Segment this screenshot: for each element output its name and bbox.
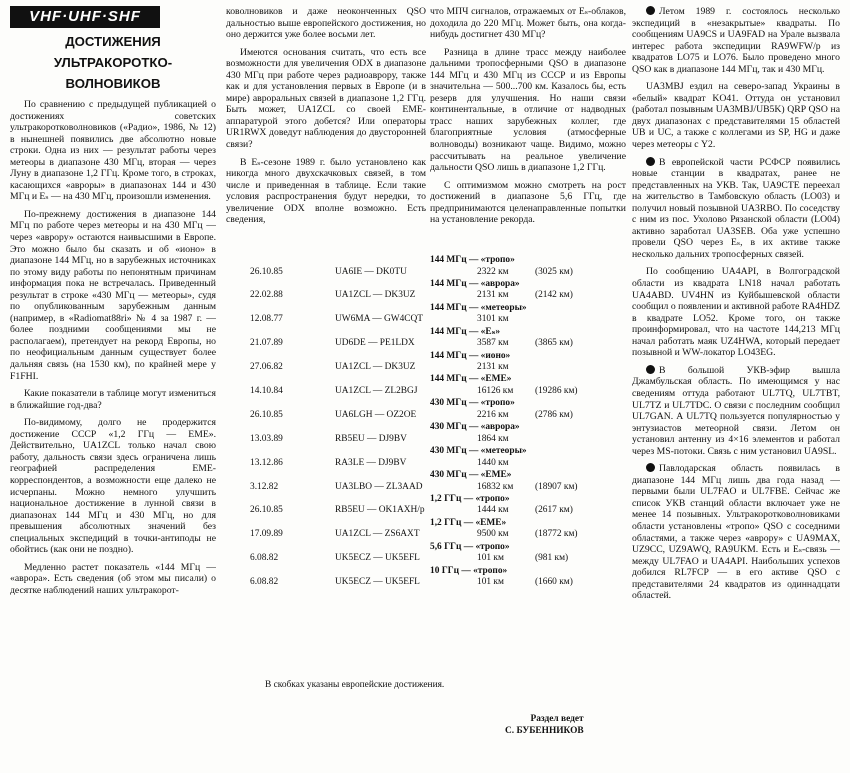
record-europe-distance: (19286 км)	[535, 385, 578, 396]
record-row	[250, 374, 630, 398]
record-europe-distance: (2142 км)	[535, 290, 573, 301]
record-date: 21.07.89	[250, 338, 283, 349]
record-europe-distance: (18907 км)	[535, 481, 578, 492]
paragraph	[632, 81, 840, 150]
record-distance: 16832 км	[477, 481, 514, 492]
record-row	[250, 422, 630, 446]
record-europe-distance: (2786 км)	[535, 409, 573, 420]
column-2	[226, 6, 426, 232]
record-distance: 101 км	[477, 577, 504, 588]
paragraph: По-видимому, долго не продержится достижение СССР «1,2 ГГц — EME». Действительно, UA1ZCL только начал свою работу, дальность связи здесь ограничена лишь географией распределения EME-корреспондентов, а возможности еще далеко не исчерпаны. Можно немного улучшить национальное достижение в лунной связи в диапазонах 144 МГц и 430 МГц, но для превышения абсолютных значений без специальных экспедиций в точки-антиподы не обойтись (как они не поздно).	[10, 417, 216, 556]
record-stations: UA1ZCL — ZL2BGJ	[335, 385, 418, 396]
record-stations: UA6IE — DK0TU	[335, 266, 407, 277]
records-table	[250, 255, 630, 589]
paragraph-text: UA3MBJ ездил на северо-запад Украины в «белый» квадрат KO41. Оттуда он установил (работал позывным UA3MBJ/UB5K) QRP QSO на двух диапазонах с представителями 15 областей UB и UC, а также с коллегами из SP, HG и даже через метеоры с Y2.	[632, 81, 840, 151]
record-date: 17.09.89	[250, 529, 283, 540]
paragraph: Медленно растет показатель «144 МГц — «аврора». Есть сведения (об этом мы писали) о десятке наблюдений наших ультракорот-	[10, 561, 216, 596]
record-europe-distance: (3865 км)	[535, 338, 573, 349]
record-distance: 2131 км	[477, 290, 509, 301]
record-band-mode: 430 МГц — «аврора»	[430, 422, 520, 433]
record-stations: UW6MA — GW4CQT	[335, 314, 424, 325]
record-date: 12.08.77	[250, 314, 283, 325]
record-band-mode: 144 МГц — «EME»	[430, 374, 512, 385]
paragraph	[632, 6, 840, 75]
section-signature	[505, 713, 584, 737]
record-row	[250, 398, 630, 422]
record-row	[250, 542, 630, 566]
paragraph: что МПЧ сигналов, отражаемых от Eₛ-облаков, доходила до 220 МГц. Может быть, она когда-нибудь достигнет 430 МГц?	[430, 6, 626, 41]
record-row	[250, 518, 630, 542]
record-stations: UA1ZCL — DK3UZ	[335, 290, 416, 301]
record-stations: RB5EU — DJ9BV	[335, 433, 407, 444]
record-distance: 3587 км	[477, 338, 509, 349]
paragraph: Имеются основания считать, что есть все возможности для увеличения ODX в диапазоне 430 МГц при работе через радиоаврору, также как и для установления первых в Европе (и в мире) авроральных связей в диапазоне 1,2 ГГц. Быть может, UA1ZCL со своей EME-аппаратурой этого добется? Или операторы UR1RWX доведут наблюдения до двусторонней связи?	[226, 46, 426, 151]
record-date: 14.10.84	[250, 385, 283, 396]
paragraph: Разница в длине трасс между наиболее дальними тропосферными QSO в диапазоне 144 МГц и 430 МГц из СССР и из Европы значительна — 500...700 км. Казалось бы, есть резерв для улучшения. Но наши связи континентальные, в отличие от надводных трасс наших зарубежных коллег, где благоприятные условия (атмосферные волноводы) возникают чаще. Видимо, можно рассчитывать на реальное увеличение дальности QSO лишь в диапазоне 1,2 ГГц.	[430, 46, 626, 174]
record-distance: 16126 км	[477, 385, 514, 396]
record-distance: 3101 км	[477, 314, 509, 325]
paragraph: В Eₛ-сезоне 1989 г. было установлено как никогда много двухскачковых связей, в том числе и приведенная в таблице. Если такие условия распространения будут нередки, то увеличение ODX вполне возможно. Есть сведения,	[226, 156, 426, 226]
record-europe-distance: (2617 км)	[535, 505, 573, 516]
record-row	[250, 446, 630, 470]
record-band-mode: 10 ГГц — «тропо»	[430, 565, 508, 576]
record-row	[250, 303, 630, 327]
record-band-mode: 144 МГц — «метеоры»	[430, 302, 527, 313]
record-row	[250, 279, 630, 303]
paragraph	[632, 157, 840, 261]
paragraph: Какие показатели в таблице могут измениться в ближайшие год-два?	[10, 388, 216, 411]
record-band-mode: 1,2 ГГц — «EME»	[430, 517, 507, 528]
record-europe-distance: (1660 км)	[535, 577, 573, 588]
table-footnote: В скобках указаны европейские достижения.	[265, 680, 445, 690]
record-europe-distance: (18772 км)	[535, 529, 578, 540]
column-4	[632, 6, 840, 608]
paragraph: По-прежнему достижения в диапазоне 144 МГц по работе через метеоры и на 430 МГц — через «аврору» остаются наивысшими в Европе. Это можно было бы сказать и об «ионо» в диапазоне 144 МГц, но в зарубежных источниках по этому виду работы по непонятным причинам информация пока не встречалась. Приведенный результат в строке «430 МГц — метеоры», судя по опубликованным зарубежным данным (например, в «Radiomat88ri» № 4 за 1987 г. — более поздними сообщениями мы не располагаем), претендует на рекорд Европы, но по неофициальным данным существует более дальняя связь (на 1530 км), по крайней мере у F1FHI.	[10, 208, 216, 382]
title-line: УЛЬТРАКОРОТКО-	[53, 55, 173, 70]
record-row	[250, 566, 630, 590]
record-europe-distance: (3025 км)	[535, 266, 573, 277]
record-distance: 1864 км	[477, 433, 509, 444]
record-distance: 2216 км	[477, 409, 509, 420]
record-band-mode: 144 МГц — «тропо»	[430, 255, 515, 265]
record-date: 13.12.86	[250, 457, 283, 468]
record-distance: 2131 км	[477, 362, 509, 373]
paragraph: С оптимизмом можно смотреть на рост достижений в диапазоне 5,6 ГГц, где предпринимаются целенаправленные попытки на установление рекорда.	[430, 179, 626, 226]
record-stations: UK5ECZ — UK5EFL	[335, 577, 420, 588]
rubric-header: VHF·UHF·SHF	[10, 6, 160, 28]
record-row	[250, 327, 630, 351]
record-band-mode: 430 МГц — «EME»	[430, 470, 512, 481]
record-stations: UA3LBO — ZL3AAD	[335, 481, 423, 492]
record-date: 26.10.85	[250, 266, 283, 277]
record-row	[250, 494, 630, 518]
record-date: 22.02.88	[250, 290, 283, 301]
record-date: 3.12.82	[250, 481, 279, 492]
article-title	[10, 34, 216, 91]
title-line: ДОСТИЖЕНИЯ	[65, 34, 161, 49]
column-3	[430, 6, 626, 232]
paragraph	[632, 365, 840, 457]
record-band-mode: 144 МГц — «ионо»	[430, 350, 511, 361]
record-distance: 2322 км	[477, 266, 509, 277]
record-distance: 1444 км	[477, 505, 509, 516]
record-band-mode: 144 МГц — «аврора»	[430, 278, 520, 289]
record-row	[250, 351, 630, 375]
record-band-mode: 5,6 ГГц — «тропо»	[430, 541, 510, 552]
record-stations: UA1ZCL — DK3UZ	[335, 362, 416, 373]
record-date: 26.10.85	[250, 409, 283, 420]
bullet-icon	[646, 365, 655, 374]
record-stations: RA3LE — DJ9BV	[335, 457, 407, 468]
record-distance: 1440 км	[477, 457, 509, 468]
bullet-icon	[646, 157, 655, 166]
paragraph-text: В большой УКВ-эфир вышла Джамбульская область. По имеющимся у нас сведениям оттуда работают UL7TQ, UL7TBT, UL7TZ и UL7TDC. О связи с последним сообщил UL7GAN. А UL7TQ пользуется популярностью у энтузиастов метеорной связи. Летом он установил антенну из 4×16 элементов и работал через MS-потоки. Связь с ним установил UA9SL.	[632, 364, 840, 457]
signature-label: Раздел ведет	[530, 714, 584, 724]
record-band-mode: 430 МГц — «метеоры»	[430, 446, 527, 457]
record-date: 6.08.82	[250, 553, 279, 564]
paragraph-text: По сообщению UA4API, в Волгоградской области из квадрата LN18 начал работать UA4ABD. UV4HN из Куйбышевской области сообщил о появлении и активной работе RA4HDZ в квадрате LO52. Кроме того, он также проинформировал, что на частоте 144,213 МГц начал работать маяк UZ4HWA, который передает позывной и WW-локатор LO43EG.	[632, 266, 841, 359]
paragraph-text: В европейской части РСФСР появились новые станции в квадратах, ранее не представленных на УКВ. Так, UA9CTE переехал на жительство в Тамбовскую область (LO03) и получил новый позывной UA3RBO. По соседству с ним из пос. Ухолово Рязанской области (LO04) активно заработал UA3SEB. Оба уже успешно провели QSO через Eₛ, в их активе также несколько дальних тропосферных связей.	[632, 156, 840, 260]
signature-name: С. БУБЕННИКОВ	[505, 726, 584, 736]
record-distance: 9500 км	[477, 529, 509, 540]
record-row	[250, 470, 630, 494]
record-stations: UA6LGH — OZ2OE	[335, 409, 417, 420]
record-stations: UK5ECZ — UK5EFL	[335, 553, 420, 564]
record-stations: UA1ZCL — ZS6AXT	[335, 529, 420, 540]
record-row	[250, 255, 630, 279]
bullet-icon	[646, 6, 655, 15]
record-stations: RB5EU — OK1AXH/p	[335, 505, 425, 516]
column-1	[10, 6, 216, 602]
paragraph: коволновиков и даже неоконченных QSO дальностью выше европейского достижения, но оно держится уже более восьми лет.	[226, 6, 426, 41]
record-date: 6.08.82	[250, 577, 279, 588]
paragraph	[632, 463, 840, 602]
title-line: ВОЛНОВИКОВ	[65, 76, 161, 91]
bullet-icon	[646, 463, 655, 472]
paragraph: По сравнению с предыдущей публикацией о достижениях советских ультракоротковолновиков («Радио», 1986, № 12) в нынешней появились две абсолютно новые строки. Одна из них — результат работы через метеоры в диапазоне 430 МГц, вторая — через Луну в диапазоне 1,2 ГГц. Кроме того, в строках, касающихся «авроры» в диапазонах 144 и 430 МГц и Eₛ — на 430 МГц, произошли изменения.	[10, 99, 216, 203]
record-date: 13.03.89	[250, 433, 283, 444]
record-date: 26.10.85	[250, 505, 283, 516]
record-band-mode: 144 МГц — «Eₛ»	[430, 326, 501, 337]
record-stations: UD6DE — PE1LDX	[335, 338, 415, 349]
record-distance: 101 км	[477, 553, 504, 564]
paragraph-text: Павлодарская область появилась в диапазоне 144 МГц лишь два года назад — первыми были UL7FAO и UL7FBE. Сейчас же список УКВ станций области включает уже не менее 14 позывных. Ультракоротковолновиками области установлены «тропо» QSO с соседними областями, а также через «аврору» с UA9MAX, UZ9CC, UZ9AWQ, RA9UKM. Есть и Eₛ-связь — между UL7FAO и UA4API. Наибольших успехов добился RL7FCP — в его активе QSO с представителями 24 квадратов из одиннадцати областей.	[632, 463, 840, 602]
record-band-mode: 430 МГц — «тропо»	[430, 398, 515, 409]
record-date: 27.06.82	[250, 362, 283, 373]
paragraph-text: Летом 1989 г. состоялось несколько экспедиций в «незакрытые» квадраты. По сообщениям UA9CS и UA9FAD на Урале вызвала интерес работа экспедиции RA9WFW/p из квадратов LO75 и LO76. Было проведено много QSO как в диапазоне 144 МГц, так и 430 МГц.	[632, 6, 840, 75]
paragraph	[632, 266, 840, 358]
record-band-mode: 1,2 ГГц — «тропо»	[430, 493, 510, 504]
record-europe-distance: (981 км)	[535, 553, 569, 564]
